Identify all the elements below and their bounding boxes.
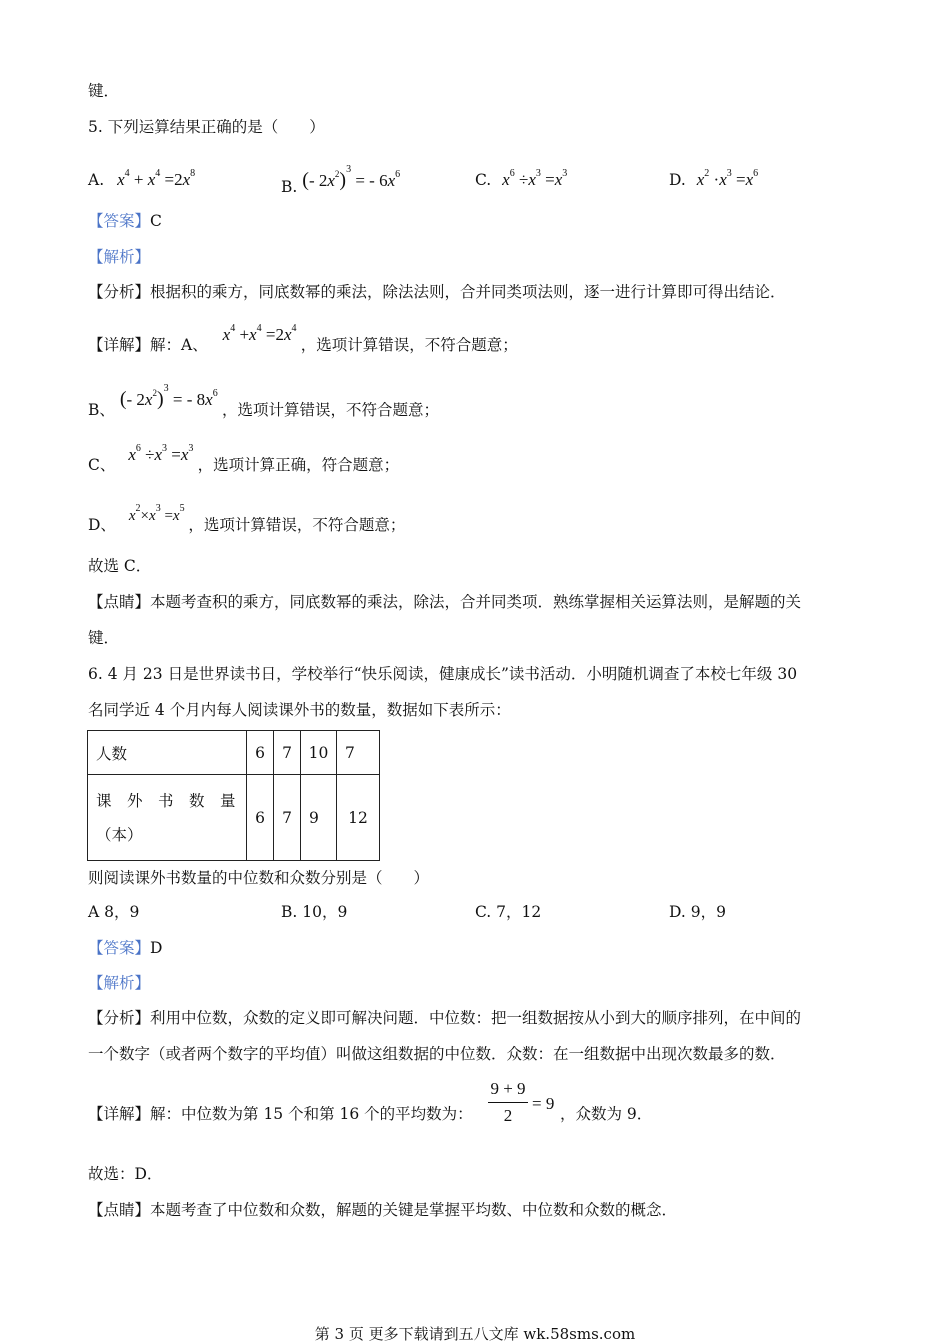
page-footer: 第 3 页 更多下载请到五八文库 wk.58sms.com [314,1325,636,1343]
table-cell: 6 [247,731,274,775]
table-row [88,731,380,775]
solution-5-b: B、 (- $2x^2)^3$ = - $8x^6$ ，选项计算错误，不符合题意； [88,383,439,419]
answer-6: 【答案】D [88,939,163,957]
analysis-6-heading: 【解析】 [88,974,151,992]
question-5-stem: 5. 下列运算结果正确的是（ ） [88,118,325,136]
analysis-6-fenxi: 【分析】利用中位数，众数的定义即可解决问题．中位数：把一组数据按从小到大的顺序排列，在中间的 [88,1009,802,1027]
solution-5-b-math: (- $2x^2)^3$ = - $8x^6$ [119,383,218,410]
q5-option-d[interactable]: D. $x^2 \cdot x^3 =x^6$ [669,168,759,189]
q5-option-a[interactable]: A. $x^4 + x^4 =2x^8$ [88,168,196,189]
table-cell: 9 [301,775,337,861]
fraction [484,1078,532,1127]
solution-6-post: ，众数为 9． [560,1105,653,1123]
q5-option-d-math: $x^2 \cdot x^3 =x^6$ [696,168,759,189]
table-cell: 12 [337,775,380,861]
comment-5: 【点睛】本题考查积的乘方，同底数幂的乘法，除法，合并同类项．熟练掌握相关运算法则，是解题的关 [88,593,802,611]
continuation-text: 键． [88,82,120,100]
conclusion-6: 故选：D． [88,1165,163,1183]
fraction-result: = 9 [532,1094,555,1113]
q5-option-b-math: (- $2x^2)^3$ = - $6x^6$ [302,164,401,191]
solution-5-d-math: $x^2\times x^3 =x^5$ [128,503,185,524]
fraction-bar [488,1102,528,1103]
table-row [88,775,380,861]
table-header-cell: 人数 [88,731,247,775]
table-cell: 6 [247,775,274,861]
fraction-denominator: 2 [503,1106,513,1125]
q6-option-d[interactable]: D. 9，9 [669,903,726,921]
answer-5: 【答案】C [88,212,162,230]
analysis-6-fenxi-cont: 一个数字（或者两个数字的平均值）叫做这组数据的中位数．众数：在一组数据中出现次数最多的数． [88,1045,786,1063]
table-cell: 7 [274,775,301,861]
solution-5-c: C、 $x^6 \div x^3 =x^3$ ，选项计算正确，符合题意； [88,443,400,474]
question-6-stem-line1: 6. 4 月 23 日是世界读书日，学校举行“快乐阅读，健康成长”读书活动．小明随机调查了本校七年级 30 [88,665,798,683]
table-cell: 10 [301,731,337,775]
q5-option-c[interactable]: C. $x^6 \div x^3 =x^3$ [475,168,568,189]
solution-5-d: D、 $x^2\times x^3 =x^5$ ，选项计算错误，不符合题意； [88,503,406,534]
table-header-cell: 课 外 书 数 量 （本） [88,775,247,861]
solution-5-a: 【详解】解：A、 $x^4 +x^4 =2x^4$ ，选项计算错误，不符合题意； [88,323,518,354]
q6-option-a[interactable]: A 8，9 [88,903,140,921]
analysis-5-heading: 【解析】 [88,248,151,266]
table-cell: 7 [337,731,380,775]
analysis-5-fenxi: 【分析】根据积的乘方，同底数幂的乘法，除法法则，合并同类项法则，逐一进行计算即可得出结论． [88,283,786,301]
question-6-stem-line3: 则阅读课外书数量的中位数和众数分别是（ ） [88,869,430,887]
q6-option-c[interactable]: C. 7，12 [475,903,542,921]
q5-option-a-math: $x^4 + x^4 =2x^8$ [117,168,196,189]
table-cell: 7 [274,731,301,775]
question-6-stem-line2: 名同学近 4 个月内每人阅读课外书的数量，数据如下表所示： [88,701,511,719]
q5-option-c-math: $x^6 \div x^3 =x^3$ [502,168,568,189]
solution-5-a-math: $x^4 +x^4 =2x^4$ [222,323,297,344]
data-table [87,730,380,861]
comment-6: 【点睛】本题考查了中位数和众数，解题的关键是掌握平均数、中位数和众数的概念． [88,1201,678,1219]
q5-option-b[interactable]: B. (- $2x^2)^3$ = - $6x^6$ [281,164,401,196]
conclusion-5: 故选 C． [88,557,152,575]
comment-5-cont: 键． [88,629,120,647]
solution-5-c-math: $x^6 \div x^3 =x^3$ [128,443,194,464]
fraction-numerator: 9 + 9 [490,1079,526,1098]
q6-option-b[interactable]: B. 10，9 [281,903,348,921]
solution-6: 【详解】解：中位数为第 15 个和第 16 个的平均数为： [88,1105,473,1123]
